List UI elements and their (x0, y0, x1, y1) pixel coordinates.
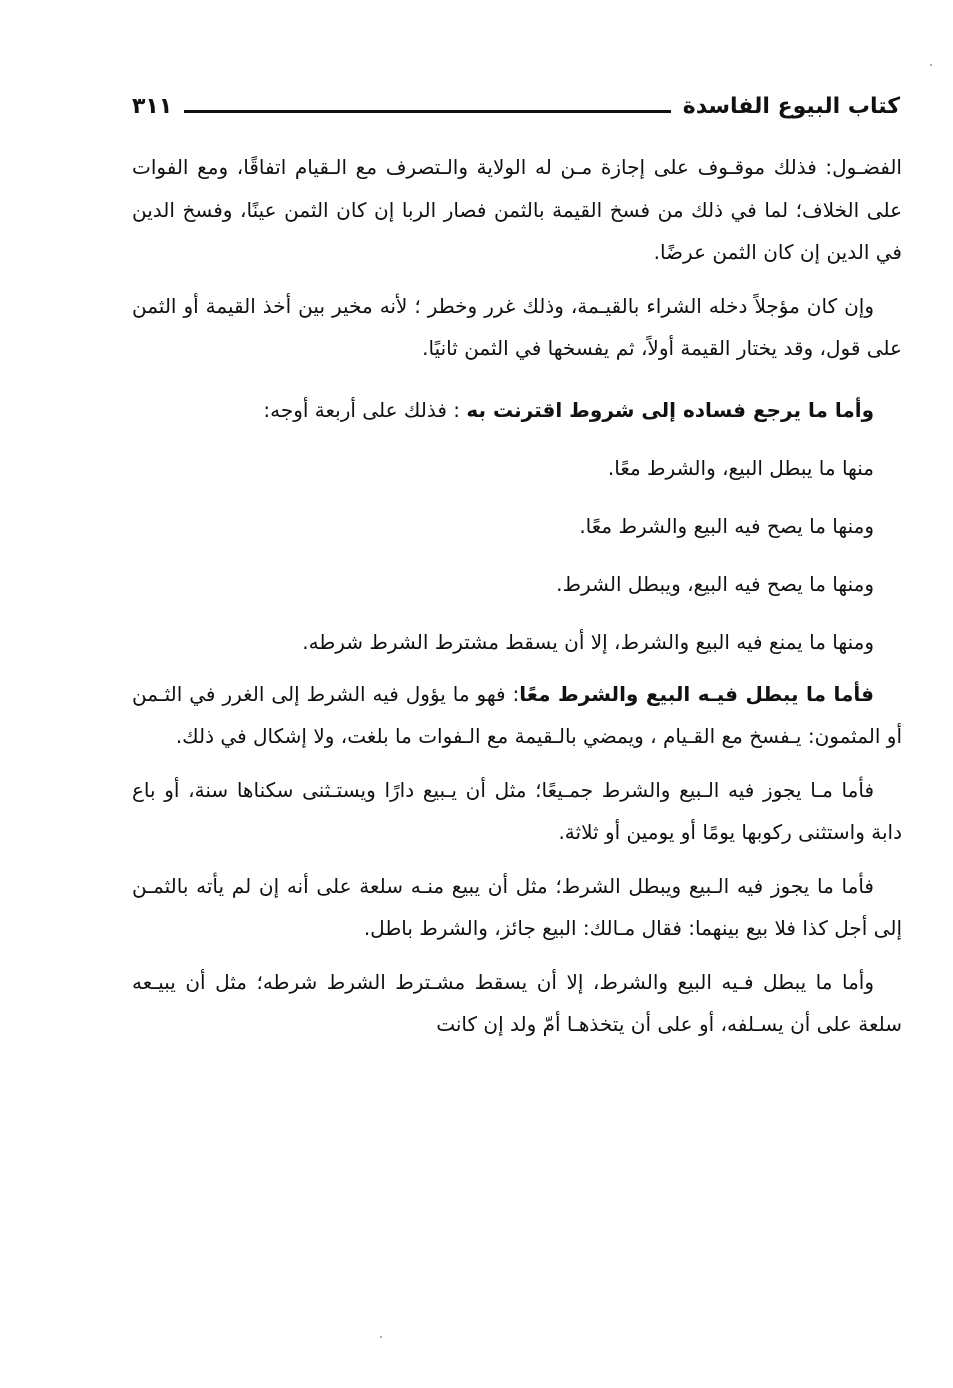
scan-speck (930, 64, 932, 66)
paragraph-3-text: : فذلك على أربعة أوجه: (263, 397, 467, 422)
paragraph-3-heading: وأما ما يرجع فساده إلى شروط اقترنت به (466, 397, 874, 422)
body-text (132, 146, 902, 1057)
paragraph-4-text: : فهو ما يؤول فيه الشرط إلى الغرر في الثـمن أو المثمون: يـفسخ مع القـيام ، ويمضي بالـقيمة مع الـفوات ما بلغت، ولا إشكال في ذلك. (132, 681, 902, 748)
paragraph-5: فأما مـا يجوز فيه الـبيع والشرط جمـيعًا؛ مثل أن يـبيع دارًا ويستـثنى سكناها سنة، أو باع دابة واستثنى ركوبها يومًا أو يومين أو ثلاثة. (132, 777, 902, 844)
page-number: ٣١١ (132, 94, 173, 119)
paragraph-6: فأما ما يجوز فيه الـبيع ويبطل الشرط؛ مثل أن يبيع منـه سلعة على أنه إن لم يأته بالثمـن إلى أجل كذا فلا بيع بينهما: فقال مـالك: البيع جائز، والشرط باطل. (132, 873, 902, 940)
header-rule (184, 110, 670, 113)
list-item-1: منها ما يبطل البيع، والشرط معًا. (607, 455, 874, 480)
paragraph-7: وأما ما يبطل فـيه البيع والشرط، إلا أن يسقط مشـترط الشرط شرطه؛ مثل أن يبيـعه سلعة على أن يسـلفه، أو على أن يتخذهـا أمّ ولد إن كانت (132, 969, 902, 1036)
paragraph-2: وإن كان مؤجلاً دخله الشراء بالقيـمة، وذلك غرر وخطر ؛ لأنه مخير بين أخذ القيمة أو الثمن على قول، وقد يختار القيمة أولاً، ثم يفسخها في الثمن ثانيًا. (132, 293, 902, 360)
paragraph-1: الفضـول: فذلك موقـوف على إجازة مـن له الولاية والـتصرف مع الـقيام اتفاقًا، ومع الفوات على الخلاف؛ لما في ذلك من فسخ القيمة بالثمن فصار الربا إن كان الثمن عينًا، وفسخ الدين في الدين إن كان الثمن عرضًا. (132, 155, 902, 264)
list-item-2: ومنها ما يصح فيه البيع والشرط معًا. (579, 513, 874, 538)
page-header (132, 82, 900, 122)
running-title: كتاب البيوع الفاسدة (682, 94, 900, 119)
paragraph-3 (132, 381, 902, 439)
paragraph-4 (132, 673, 902, 758)
list-item-3: ومنها ما يصح فيه البيع، ويبطل الشرط. (556, 571, 874, 596)
list-item-4: ومنها ما يمنع فيه البيع والشرط، إلا أن يسقط مشترط الشرط شرطه. (302, 629, 874, 654)
paragraph-4-heading: فأما ما يبطل فيـه البيع والشرط معًا (519, 681, 874, 706)
scan-speck (380, 1336, 382, 1338)
